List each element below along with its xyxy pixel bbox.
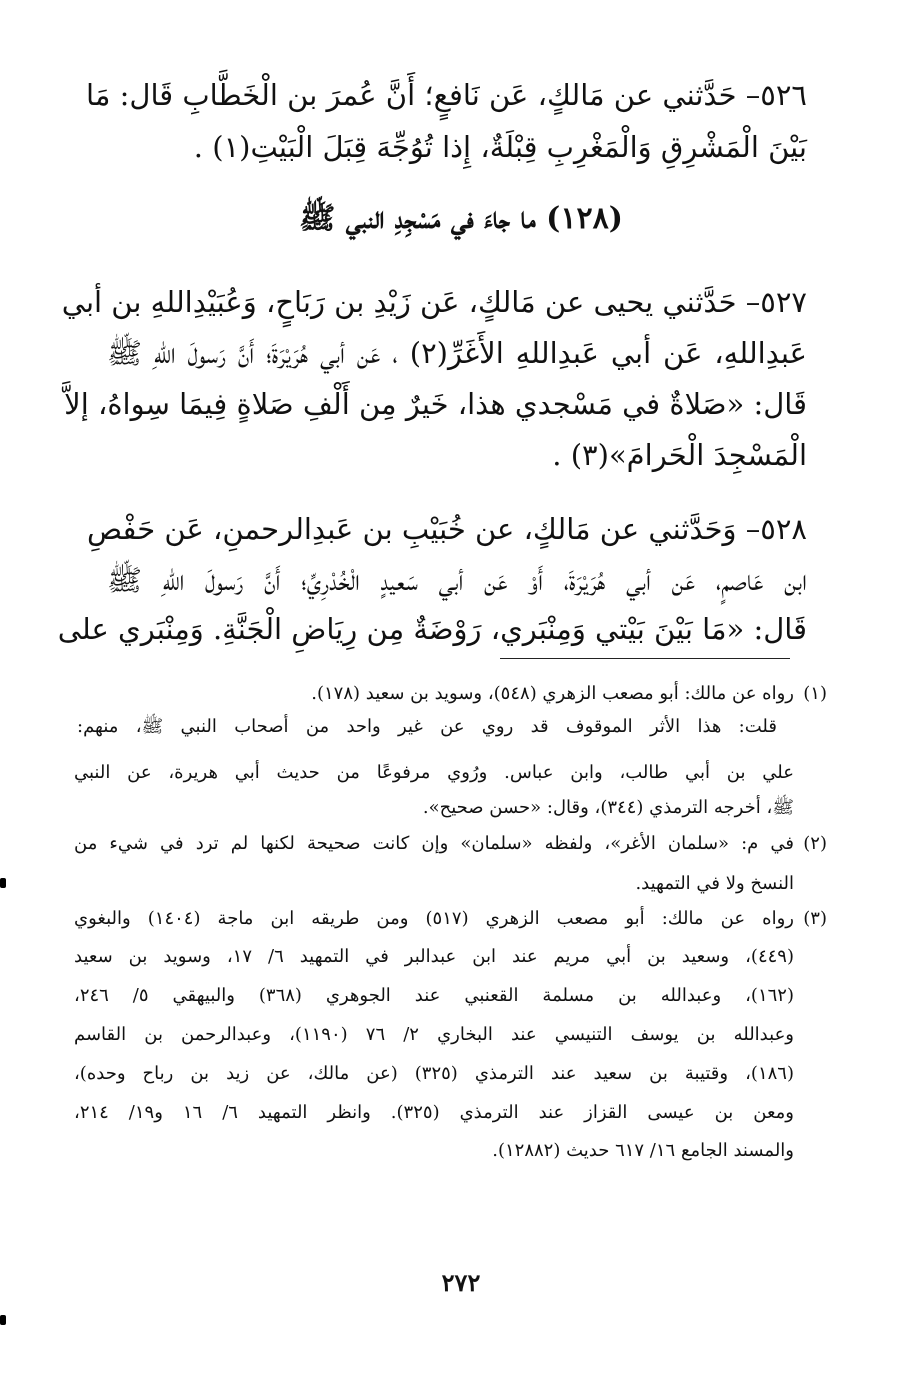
footnote-3-line-3: (١٦٢)، وعبدالله بن مسلمة القعنبي عند الجوهري (٣٦٨) والبيهقي ٥/ ٢٤٦، [74,985,794,1006]
footnote-1-line-2: قلت: هذا الأثر الموقوف قد روي عن غير واحد من أصحاب النبي ﷺ، منهم: [77,716,777,737]
footnote-1-number: (١) [803,683,827,704]
footnote-3-number: (٣) [803,908,827,929]
hadith-527-line-4: الْمَسْجِدَ الْحَرامَ»(٣) . [552,438,807,472]
hadith-526-line-1: ٥٢٦– حَدَّثني عن مَالكٍ، عَن نَافعٍ؛ أَنَّ عُمرَ بن الْخَطَّابِ قَال: مَا [86,78,807,112]
footnote-2-line-2: النسخ ولا في التمهيد. [635,873,794,894]
footnote-3-line-7: والمسند الجامع ١٦/ ٦١٧ حديث (١٢٨٨٢). [492,1140,794,1161]
scan-mark [0,878,6,888]
footnote-2-line-1: في م: «سلمان الأغر»، ولفظه «سلمان» وإن كانت صحيحة لكنها لم ترد في شيء من [74,833,794,854]
hadith-527-line-3: قَال: «صَلاةٌ في مَسْجدي هذا، خَيرٌ مِن أَلْفِ صَلاةٍ فِيمَا سِواهُ، إلاَّ [64,387,807,421]
footnote-3-line-2: (٤٤٩)، وسعيد بن أبي مريم عند ابن عبدالبر في التمهيد ٦/ ١٧، وسويد بن سعيد [74,946,794,967]
page-number: ٢٧٢ [441,1268,481,1297]
hadith-528-line-2: ابن عَاصمٍ، عَن أبي هُرَيْرَةَ، أَوْ عَن أبي سَعيدٍ الْخُدْرِيِّ؛ أَنَّ رَسولَ اللهِ ﷺ [107,563,807,597]
hadith-526-line-2: بَيْنَ الْمَشْرِقِ وَالْمَغْرِبِ قِبْلَةٌ، إِذا تُوُجِّهَ قِبَلَ الْبَيْتِ(١) . [193,130,807,164]
chapter-heading: (١٢٨) ما جاءَ في مَسْجِدِ النبي ﷺ [299,201,623,236]
footnote-3-line-1: رواه عن مالك: أبو مصعب الزهري (٥١٧) ومن طريقه ابن ماجة (١٤٠٤) والبغوي [74,908,794,929]
footnote-separator [500,658,790,659]
footnote-3-line-6: ومعن بن عيسى القزاز عند الترمذي (٣٢٥). وانظر التمهيد ٦/ ١٦ و١٩/ ٢١٤، [74,1102,794,1123]
footnote-1-line-3: علي بن أبي طالب، وابن عباس. ورُوي مرفوعًا من حديث أبي هريرة، عن النبي [74,762,794,783]
hadith-527-line-2: عَبدِاللهِ، عَن أبي عَبدِاللهِ الأَغَرِّ(٢) ، عَن أبي هُرَيْرَةَ؛ أَنَّ رَسولَ اللهِ ﷺ [107,336,807,370]
footnote-2-number: (٢) [803,833,827,854]
hadith-527-line-1: ٥٢٧– حَدَّثني يحيى عن مَالكٍ، عَن زَيْدِ بن رَبَاحٍ، وَعُبَيْدِاللهِ بن أبي [61,285,807,319]
footnote-1-line-1: رواه عن مالك: أبو مصعب الزهري (٥٤٨)، وسويد بن سعيد (١٧٨). [311,683,794,704]
footnote-3-line-4: وعبدالله بن يوسف التنيسي عند البخاري ٢/ ٧٦ (١١٩٠)، وعبدالرحمن بن القاسم [74,1024,794,1045]
footnote-1-line-4: ﷺ، أخرجه الترمذي (٣٤٤)، وقال: «حسن صحيح». [422,797,794,818]
footnote-3-line-5: (١٨٦)، وقتيبة بن سعيد عند الترمذي (٣٢٥) (عن مالك، عن زيد بن رباح وحده)، [74,1063,794,1084]
hadith-528-line-3: قَال: «مَا بَيْنَ بَيْتي وَمِنْبَري، رَوْضَةٌ مِن رِيَاضِ الْجَنَّةِ. وَمِنْبَري على [57,612,807,646]
hadith-528-line-1: ٥٢٨– وَحَدَّثني عن مَالكٍ، عن خُبَيْبِ بن عَبدِالرحمنِ، عَن حَفْصِ [87,512,807,546]
scan-mark [0,1315,6,1325]
